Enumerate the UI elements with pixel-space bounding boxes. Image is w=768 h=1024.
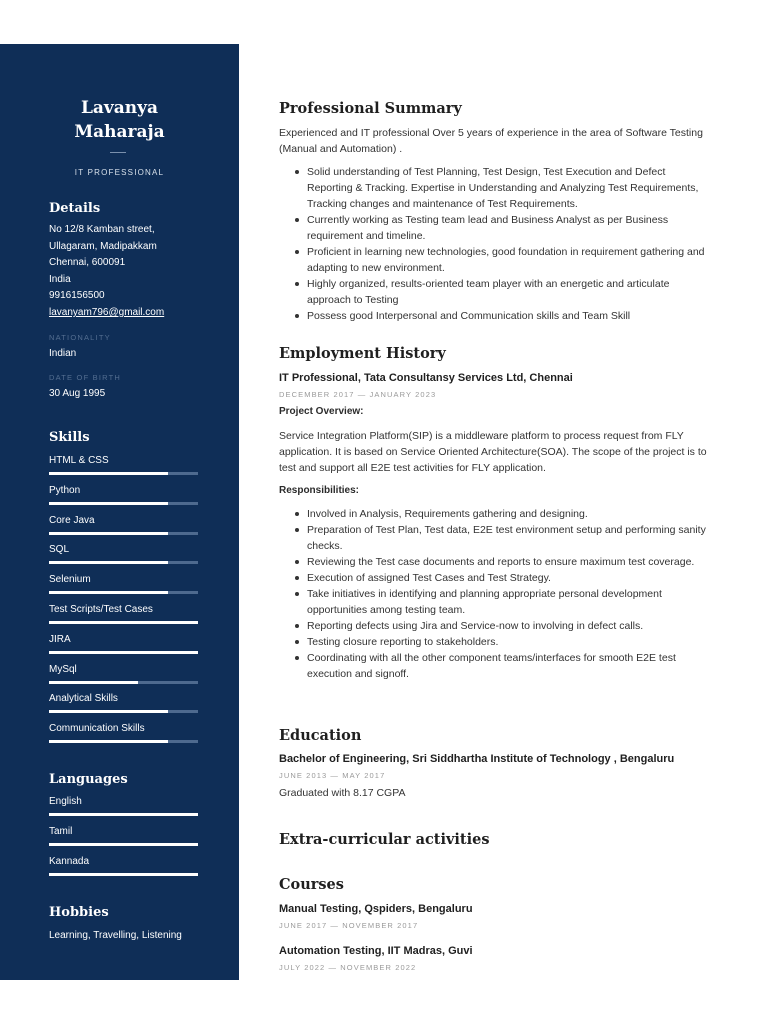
- nationality-value: Indian: [49, 348, 77, 359]
- courses-heading: Courses: [279, 876, 344, 893]
- skill-bar: [49, 561, 198, 564]
- list-item: Proficient in learning new technologies, good foundation in requirement gathering and adapting to new environment.: [279, 244, 709, 276]
- candidate-name: Lavanya Maharaja: [74, 98, 165, 142]
- list-item: Currently working as Testing team lead and Business Analyst as per Business requirement and timeline.: [279, 212, 709, 244]
- skill-bar-fill: [49, 532, 168, 535]
- language-bar: [49, 813, 198, 816]
- skill-label: HTML & CSS: [49, 455, 109, 466]
- dob-value: 30 Aug 1995: [49, 388, 106, 399]
- languages-heading: Languages: [49, 772, 128, 787]
- skill-bar-fill: [49, 710, 168, 713]
- education-note: Graduated with 8.17 CGPA: [279, 787, 406, 799]
- skill-bar-fill: [49, 681, 138, 684]
- skills-heading: Skills: [49, 430, 90, 445]
- language-label: Kannada: [49, 855, 90, 867]
- skill-label: JIRA: [49, 633, 71, 645]
- list-item: Preparation of Test Plan, Test data, E2E test environment setup and performing sanity checks.: [279, 522, 709, 554]
- skill-bar: [49, 502, 198, 505]
- job-dates: DECEMBER 2017 — JANUARY 2023: [279, 390, 437, 399]
- skill-bar: [49, 472, 198, 475]
- course-title: Automation Testing, IIT Madras, Guvi: [279, 945, 473, 957]
- skill-label: Analytical Skills: [49, 693, 118, 705]
- name-divider: [110, 152, 126, 153]
- skill-label: SQL: [49, 544, 70, 556]
- address-block: [49, 222, 164, 322]
- skill-label: Test Scripts/Test Cases: [49, 604, 153, 615]
- list-item: Coordinating with all the other component teams/interfaces for smooth E2E test execution and signoff.: [279, 650, 709, 682]
- list-item: Reporting defects using Jira and Service-now to involving in defect calls.: [279, 618, 709, 634]
- project-overview-label: Project Overview:: [279, 406, 364, 417]
- list-item: Involved in Analysis, Requirements gathering and designing.: [279, 506, 709, 522]
- skill-bar: [49, 681, 198, 684]
- language-label: English: [49, 796, 82, 807]
- skill-bar-fill: [49, 502, 168, 505]
- skill-bar-fill: [49, 621, 198, 624]
- responsibilities-label: Responsibilities:: [279, 485, 360, 496]
- address-line: India: [49, 273, 71, 285]
- address-line: Ullagaram, Madipakkam: [49, 240, 157, 252]
- nationality-label: NATIONALITY: [49, 333, 111, 342]
- list-item: Solid understanding of Test Planning, Test Design, Test Execution and Defect Reporting & Tracking. Expertise in Understanding and Analyzing Test Requirements, Tracking changes and maintenance of Test Requirements.: [279, 164, 709, 212]
- hobbies-heading: Hobbies: [49, 905, 109, 920]
- language-bar-fill: [49, 813, 198, 816]
- skill-bar-fill: [49, 472, 168, 475]
- hobbies-text: Learning, Travelling, Listening: [49, 930, 182, 941]
- list-item: Possess good Interpersonal and Communication skills and Team Skill: [279, 308, 709, 324]
- list-item: Execution of assigned Test Cases and Test Strategy.: [279, 570, 709, 586]
- summary-bullets: [279, 164, 709, 324]
- address-line: No 12/8 Kamban street,: [49, 224, 155, 235]
- details-heading: Details: [49, 201, 101, 216]
- language-bar-fill: [49, 873, 198, 876]
- skill-bar: [49, 710, 198, 713]
- skill-bar: [49, 532, 198, 535]
- skill-label: Core Java: [49, 514, 95, 526]
- responsibilities-list: [279, 506, 709, 682]
- project-overview: Service Integration Platform(SIP) is a middleware platform to process request from FLY application. It is based on Service Oriented Architecture(SOA). The scope of the project is to test and support all E2E test activities for FLY application.: [279, 430, 707, 474]
- extracurricular-heading: Extra-curricular activities: [279, 831, 490, 848]
- dob-label: DATE OF BIRTH: [49, 373, 121, 382]
- skill-label: Selenium: [49, 574, 91, 586]
- sidebar: [0, 44, 239, 980]
- skill-bar: [49, 591, 198, 594]
- list-item: Reviewing the Test case documents and reports to ensure maximum test coverage.: [279, 554, 709, 570]
- list-item: Take initiatives in identifying and planning appropriate personal development opportunities among testing team.: [279, 586, 709, 618]
- skill-bar: [49, 740, 198, 743]
- skill-bar-fill: [49, 561, 168, 564]
- language-bar-fill: [49, 843, 198, 846]
- language-bar: [49, 843, 198, 846]
- address-line: Chennai, 600091: [49, 257, 126, 269]
- skill-bar-fill: [49, 591, 168, 594]
- employment-heading: Employment History: [279, 345, 446, 362]
- education-dates: JUNE 2013 — MAY 2017: [279, 771, 386, 780]
- skill-bar-fill: [49, 651, 198, 654]
- list-item: Highly organized, results-oriented team player with an energetic and articulate approach to Testing: [279, 276, 709, 308]
- language-label: Tamil: [49, 825, 73, 837]
- course-dates: JUNE 2017 — NOVEMBER 2017: [279, 921, 419, 930]
- role-title: IT PROFESSIONAL: [74, 168, 165, 177]
- job-title: IT Professional, Tata Consultansy Services Ltd, Chennai: [279, 372, 573, 384]
- skill-bar-fill: [49, 740, 168, 743]
- summary-intro: Experienced and IT professional Over 5 years of experience in the area of Software Testing (Manual and Automation) .: [279, 127, 703, 155]
- skill-label: Python: [49, 484, 81, 496]
- list-item: Testing closure reporting to stakeholders.: [279, 634, 709, 650]
- course-title: Manual Testing, Qspiders, Bengaluru: [279, 903, 473, 915]
- email-link[interactable]: lavanyam796@gmail.com: [49, 306, 165, 318]
- summary-heading: Professional Summary: [279, 100, 462, 117]
- skill-bar: [49, 621, 198, 624]
- education-heading: Education: [279, 727, 362, 744]
- skill-bar: [49, 651, 198, 654]
- degree-title: Bachelor of Engineering, Sri Siddhartha Institute of Technology , Bengaluru: [279, 753, 675, 765]
- language-bar: [49, 873, 198, 876]
- course-dates: JULY 2022 — NOVEMBER 2022: [279, 963, 417, 972]
- skill-label: MySql: [49, 663, 77, 675]
- phone-number: 9916156500: [49, 290, 105, 302]
- skill-label: Communication Skills: [49, 723, 145, 735]
